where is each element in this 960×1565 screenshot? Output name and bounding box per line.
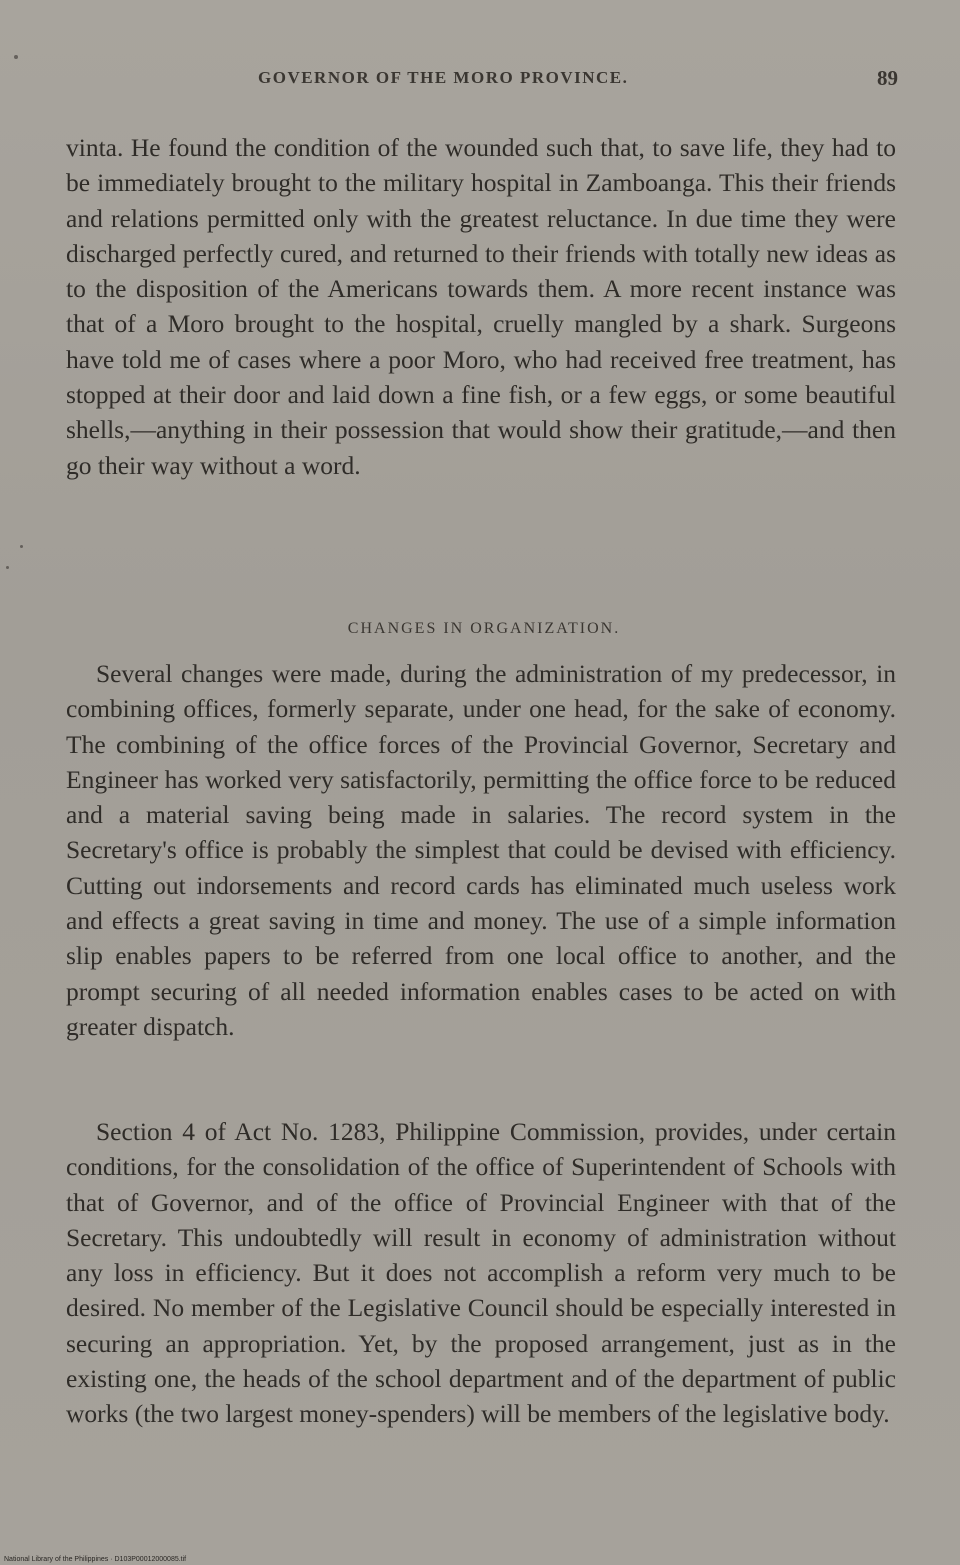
scan-speck	[20, 545, 23, 548]
paragraph-section-4: Section 4 of Act No. 1283, Philippine Commission, provides, under certain conditions, for the consolidation of the office of Superintendent of Schools with that of Governor, and of the office of Provincial Engineer with that of the Secretary. This undoubtedly will result in economy of administration without any loss in efficiency. But it does not accomplish a reform very much to be desired. No member of the Legislative Council should be especially interested in securing an appropriation. Yet, by the proposed arrangement, just as in the existing one, the heads of the school department and of the department of public works (the two largest money-spenders) will be members of the legislative body.	[66, 1117, 896, 1429]
scan-speck	[6, 566, 9, 569]
page-number: 89	[877, 66, 898, 90]
running-head	[0, 68, 960, 98]
paragraph-changes: Several changes were made, during the administration of my predecessor, in combining offices, formerly separate, under one head, for the sake of economy. The combining of the office forces of the Provincial Governor, Secretary and Engineer has worked very satisfactorily, permitting the office force to be reduced and a material saving being made in salaries. The record system in the Secretary's office is probably the simplest that could be devised with efficiency. Cutting out indorsements and record cards has eliminated much useless work and effects a great saving in time and money. The use of a simple information slip enables papers to be referred from one local office to another, and the prompt securing of all needed information enables cases to be acted on with greater dispatch.	[66, 659, 896, 1041]
scan-speck	[14, 55, 18, 59]
paragraph-vinta: vinta. He found the condition of the wounded such that, to save life, they had to be immediately brought to the military hospital in Zamboanga. This their friends and relations permitted only with the greatest reluctance. In due time they were discharged perfectly cured, and returned to their friends with totally new ideas as to the disposition of the Americans towards them. A more recent instance was that of a Moro brought to the hospital, cruelly mangled by a shark. Surgeons have told me of cases where a poor Moro, who had received free treatment, has stopped at their door and laid down a fine fish, or a few eggs, or some beautiful shells,—anything in their possession that would show their gratitude,—and then go their way without a word.	[66, 133, 896, 480]
section-heading: CHANGES IN ORGANIZATION.	[347, 620, 621, 637]
running-head-title: GOVERNOR OF THE MORO PROVINCE.	[258, 68, 629, 87]
scan-footer-note: National Library of the Philippines · D103P00012000085.tif	[4, 1556, 187, 1563]
